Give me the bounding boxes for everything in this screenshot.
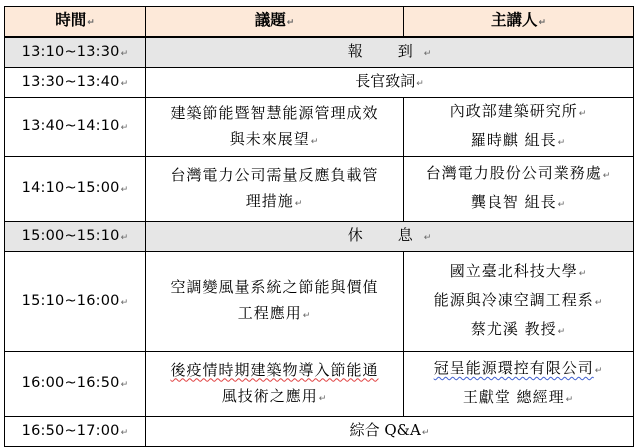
table-row <box>5 37 634 68</box>
header-speaker: 主講人↵ <box>404 7 634 38</box>
header-row <box>5 7 634 38</box>
table-row <box>5 252 634 352</box>
speaker-cell: 台灣電力股份公司業務處↵ 龔良智 組長↵ <box>404 157 634 222</box>
header-topic: 議題↵ <box>146 7 404 38</box>
table-row <box>5 222 634 252</box>
topic-cell: 空調變風量系統之節能與價值 工程應用↵ <box>146 252 404 352</box>
time-cell: 14:10~15:00↵ <box>5 157 146 222</box>
header-time: 時間↵ <box>5 7 146 38</box>
table-row <box>5 157 634 222</box>
speaker-cell: 國立臺北科技大學↵ 能源與冷凍空調工程系↵ 蔡尤溪 教授↵ <box>404 252 634 352</box>
topic-cell: 建築節能暨智慧能源管理成效 與未來展望↵ <box>146 98 404 157</box>
table-row <box>5 68 634 98</box>
speaker-cell: 冠呈能源環控有限公司↵ 王獻堂 總經理↵ <box>404 352 634 417</box>
table-row <box>5 352 634 417</box>
time-cell: 13:10~13:30↵ <box>5 37 146 68</box>
topic-cell: 綜合 Q&A↵ <box>146 417 634 447</box>
time-cell: 13:40~14:10↵ <box>5 98 146 157</box>
table-row <box>5 98 634 157</box>
time-cell: 16:00~16:50↵ <box>5 352 146 417</box>
time-cell: 15:00~15:10↵ <box>5 222 146 252</box>
time-cell: 13:30~13:40↵ <box>5 68 146 98</box>
speaker-cell: 內政部建築研究所↵ 羅時麒 組長↵ <box>404 98 634 157</box>
topic-cell: 報 到↵ <box>146 37 634 68</box>
time-cell: 15:10~16:00↵ <box>5 252 146 352</box>
topic-cell: 後疫情時期建築物導入節能通 風技術之應用↵ <box>146 352 404 417</box>
topic-cell: 台灣電力公司需量反應負載管 理措施↵ <box>146 157 404 222</box>
table-row <box>5 417 634 447</box>
time-cell: 16:50~17:00↵ <box>5 417 146 447</box>
agenda-table <box>4 6 634 447</box>
topic-cell: 長官致詞↵ <box>146 68 634 98</box>
topic-cell: 休 息↵ <box>146 222 634 252</box>
